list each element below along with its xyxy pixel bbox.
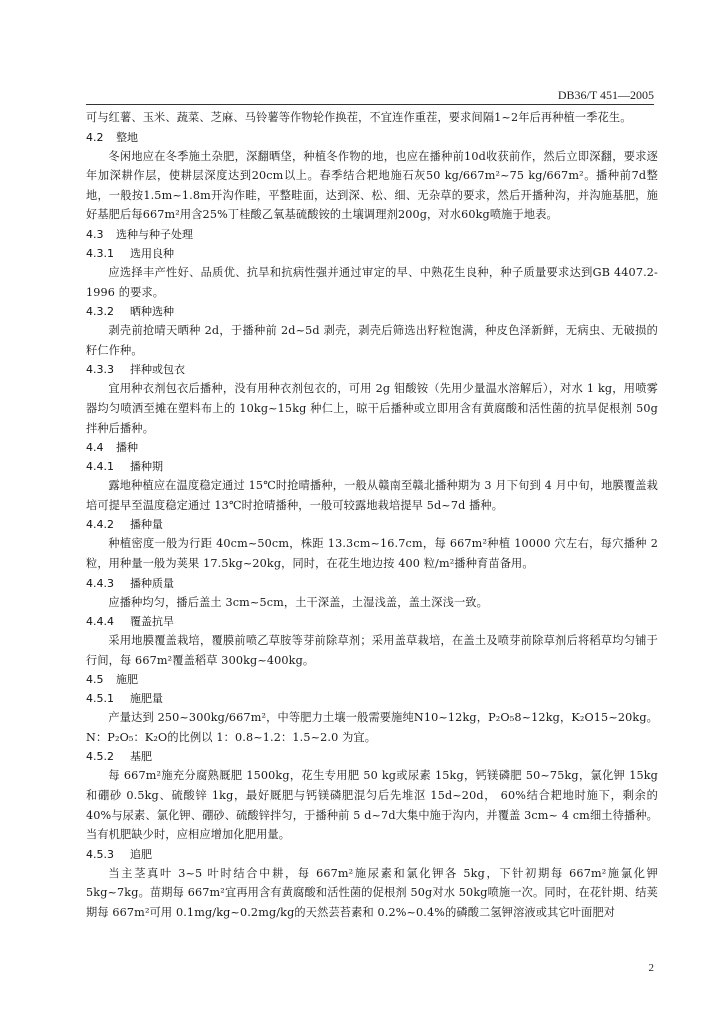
section-number: 4.2	[86, 130, 104, 144]
section-number: 4.4.4	[86, 615, 114, 629]
page-number: 2	[648, 962, 654, 974]
body-paragraph: 当主茎真叶 3~5 叶时结合中耕，每 667m²施尿素和氯化钾各 5kg，下针初期每 667m²施氯化钾 5kg~7kg。苗期每 667m²宜再用含有黄腐酸和活性菌的促根剂 50g对水 50kg喷施一次。同时，在花针期、结荚期每 667m²可用 0.1mg/kg~0.2mg/kg的天然芸苔素和 0.2%~0.4%的磷酸二氢钾溶液或其它叶面肥对	[86, 866, 658, 920]
section-heading	[86, 457, 658, 476]
section-title: 覆盖抗旱	[130, 615, 174, 629]
section-title: 拌种或包衣	[130, 363, 185, 377]
header-rule	[86, 104, 654, 105]
section-number: 4.5.2	[86, 750, 114, 764]
section-title: 播种质量	[130, 576, 174, 590]
section-heading	[86, 689, 658, 708]
section-number: 4.5.3	[86, 847, 114, 861]
body-paragraph: 冬闲地应在冬季施土杂肥，深翻晒垡，种植冬作物的地，也应在播种前10d收获前作，然后立即深翻，要求逐年加深耕作层，使耕层深度达到20cm以上。春季结合耙地施石灰50 kg/667m²~75 kg/667m²。播种前7d整地，一般按1.5m~1.8m开沟作畦，平整畦面，达到深、松、细、无杂草的要求，然后开播种沟，并沟施基肥，施好基肥后每667m²用含25%丁桂酸乙氧基硫酸铵的土壤调理剂200g，对水60kg喷施于地表。	[86, 149, 658, 222]
section-title: 晒种选种	[130, 305, 174, 319]
section-number: 4.4	[86, 441, 104, 455]
body-paragraph: 宜用种衣剂包衣后播种，没有用种衣剂包衣的，可用 2g 钼酸铵（先用少量温水溶解后），对水 1 kg，用喷雾器均匀喷洒至摊在塑料布上的 10kg~15kg 种仁上，晾干后播种或立即用含有黄腐酸和活性菌的抗旱促根剂 50g 拌种后播种。	[86, 382, 658, 435]
body-paragraph: 可与红薯、玉米、蔬菜、芝麻、马铃薯等作物轮作换茬，不宜连作重茬，要求间隔1~2年后再种植一季花生。	[86, 111, 632, 124]
section-number: 4.4.1	[86, 460, 114, 474]
section-heading	[86, 845, 658, 864]
document-header-code: DB36/T 451—2005	[557, 88, 654, 102]
body-paragraph: 应播种均匀，播后盖土 3cm~5cm，土干深盖，土湿浅盖，盖土深浅一致。	[108, 595, 488, 609]
section-number: 4.3.1	[86, 246, 114, 260]
section-number: 4.3.3	[86, 363, 114, 377]
section-title: 播种量	[130, 518, 163, 532]
section-heading	[86, 244, 658, 263]
body-paragraph: 露地种植应在温度稳定通过 15℃时抢晴播种，一般从赣南至赣北播种期为 3 月下旬到 4 月中旬，地膜覆盖栽培可提早至温度稳定通过 13℃时抢晴播种，一般可较露地栽培提早 5d~7d 播种。	[86, 479, 658, 512]
section-heading	[86, 128, 658, 147]
section-number: 4.4.3	[86, 576, 114, 590]
section-title: 追肥	[130, 847, 152, 861]
section-heading	[86, 438, 658, 457]
section-heading	[86, 360, 658, 379]
section-heading	[86, 302, 658, 321]
section-heading	[86, 515, 658, 534]
body-paragraph: 采用地膜覆盖栽培，覆膜前喷乙草胺等芽前除草剂；采用盖草栽培，在盖土及喷芽前除草剂后将稻草均匀铺于行间，每 667m²覆盖稻草 300kg~400kg。	[86, 634, 658, 667]
section-title: 选种与种子处理	[116, 227, 193, 241]
section-number: 4.5	[86, 673, 104, 687]
section-heading	[86, 747, 658, 766]
section-heading	[86, 670, 658, 689]
section-title: 播种	[116, 441, 138, 455]
body-paragraph: 应选择丰产性好、品质优、抗旱和抗病性强并通过审定的早、中熟花生良种，种子质量要求达到GB 4407.2-1996 的要求。	[86, 265, 658, 299]
section-title: 基肥	[130, 750, 152, 764]
section-heading	[86, 225, 658, 244]
section-number: 4.4.2	[86, 518, 114, 532]
section-title: 整地	[116, 130, 138, 144]
section-title: 施肥	[116, 673, 138, 687]
section-title: 播种期	[130, 460, 163, 474]
body-paragraph: 种植密度一般为行距 40cm~50cm，株距 13.3cm~16.7cm，每 667m²种植 10000 穴左右，每穴播种 2 粒，用种量一般为荚果 17.5kg~20kg，同时，在花生地边按 400 粒/m²播种育苗备用。	[86, 537, 658, 570]
section-heading	[86, 574, 658, 593]
section-number: 4.3	[86, 227, 104, 241]
section-heading	[86, 612, 658, 631]
section-number: 4.3.2	[86, 305, 114, 319]
section-title: 施肥量	[130, 692, 163, 706]
section-number: 4.5.1	[86, 692, 114, 706]
body-paragraph: 产量达到 250~300kg/667m²，中等肥力土壤一般需要施纯N10~12kg，P₂O₅8~12kg，K₂O15~20kg。N：P₂O₅：K₂O的比例以 1：0.8~1.2：1.5~2.0 为宜。	[86, 711, 658, 744]
body-paragraph: 剥壳前抢晴天晒种 2d，于播种前 2d~5d 剥壳，剥壳后筛选出籽粒饱满，种皮色泽新鲜，无病虫、无破损的籽仁作种。	[86, 324, 658, 357]
document-body	[86, 108, 658, 923]
section-title: 选用良种	[130, 246, 174, 260]
body-paragraph: 每 667m²施充分腐熟厩肥 1500kg，花生专用肥 50 kg或尿素 15kg，钙镁磷肥 50~75kg，氯化钾 15kg和硼砂 0.5kg、硫酸锌 1kg，最好厩肥与钙镁磷肥混匀后先堆沤 15d~20d， 60%结合耙地时施下，剩余的 40%与尿素、氯化钾、硼砂、硫酸锌拌匀，于播种前 5 d~7d大集中施于沟内，并覆盖 3cm~ 4 cm细土待播种。当有机肥缺少时，应相应增加化肥用量。	[86, 769, 658, 842]
